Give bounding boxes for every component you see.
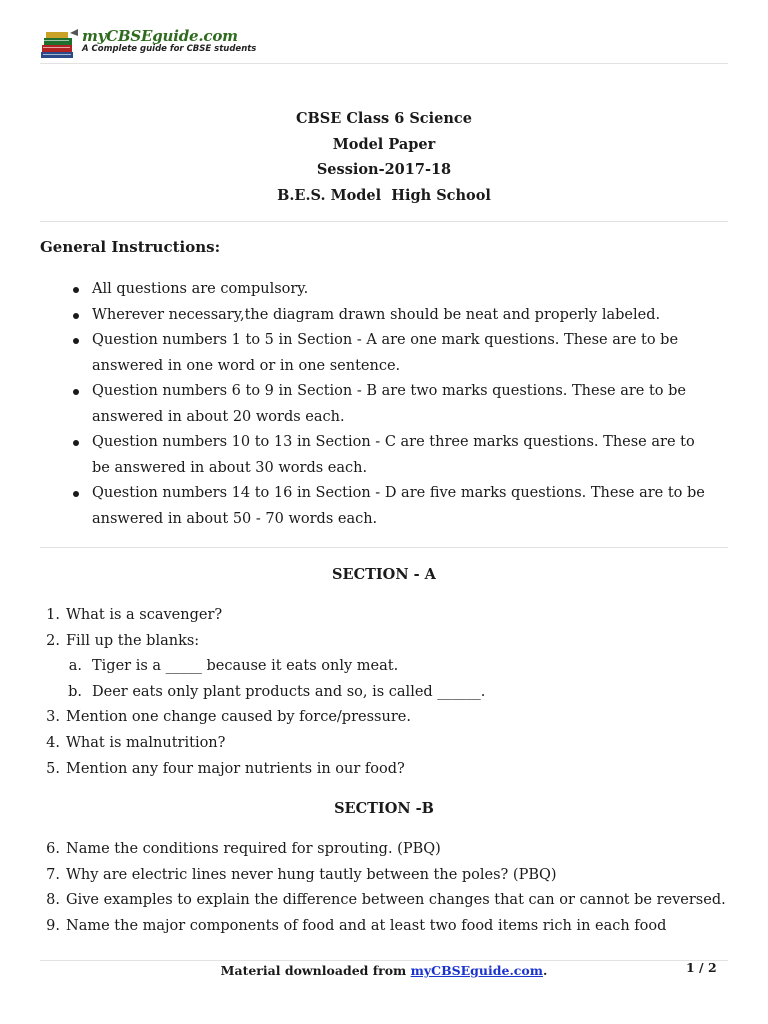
footer-prefix: Material downloaded from [220, 963, 411, 978]
footer-suffix: . [542, 963, 548, 978]
question-number: 1. [46, 607, 60, 623]
question-number: 8. [46, 892, 60, 909]
sub-question-text: Deer eats only plant products and so, is called ______. [92, 683, 486, 700]
sub-question-item [40, 654, 740, 680]
question-text: Mention one change caused by force/pressure. [66, 709, 411, 726]
question-item [40, 757, 740, 783]
question-number: 6. [46, 841, 60, 857]
question-item [40, 914, 740, 940]
instructions-list [40, 277, 712, 532]
question-text: Fill up the blanks: [66, 632, 200, 649]
sub-question-letter: a. [68, 658, 82, 675]
site-logo[interactable] [40, 27, 260, 61]
header-divider [40, 63, 728, 64]
section-a-questions [40, 603, 740, 782]
question-text: What is malnutrition? [66, 734, 226, 751]
title-line-2: Model Paper [332, 135, 436, 153]
sub-question-letter: b. [68, 683, 82, 700]
question-item [40, 603, 740, 629]
question-text: What is a scavenger? [66, 607, 223, 623]
question-number: 5. [46, 760, 60, 777]
instruction-item: Question numbers 6 to 9 in Section - B are two marks questions. These are to be answered in about 20 words each. [40, 379, 712, 430]
instruction-item: Question numbers 10 to 13 in Section - C are three marks questions. These are to be answered in about 30 words each. [40, 430, 712, 481]
question-item [40, 705, 740, 731]
logo-tagline: A Complete guide for CBSE students [82, 44, 257, 54]
instruction-item: Wherever necessary,the diagram drawn should be neat and properly labeled. [40, 303, 712, 329]
question-item [40, 837, 740, 863]
footer-note [0, 963, 768, 978]
sub-question-text: Tiger is a _____ because it eats only meat. [92, 658, 399, 675]
instruction-item: All questions are compulsory. [40, 277, 712, 303]
title-line-3: Session-2017-18 [316, 161, 452, 178]
question-number: 7. [46, 866, 60, 883]
question-text: Mention any four major nutrients in our food? [66, 760, 405, 777]
page-number: 1 / 2 [686, 960, 717, 975]
question-text: Name the major components of food and at least two food items rich in each food [66, 917, 667, 934]
instruction-item: Question numbers 14 to 16 in Section - D are five marks questions. These are to be answered in about 50 - 70 words each. [40, 481, 712, 532]
title-divider [40, 221, 728, 222]
question-number: 2. [46, 632, 60, 649]
instructions-divider [40, 547, 728, 548]
title-line-4: B.E.S. Model High School [277, 186, 491, 204]
question-item [40, 731, 740, 757]
question-text: Give examples to explain the difference between changes that can or cannot be reversed. [66, 892, 726, 909]
section-a-heading: SECTION - A [332, 566, 436, 583]
question-number: 3. [46, 709, 60, 726]
question-number: 9. [46, 917, 60, 934]
question-number: 4. [46, 734, 60, 751]
footer-link[interactable]: myCBSEguide.com [410, 963, 543, 978]
instruction-item: Question numbers 1 to 5 in Section - A are one mark questions. These are to be answered in one word or in one sentence. [40, 328, 712, 379]
question-item [40, 863, 740, 889]
question-text: Why are electric lines never hung tautly between the poles? (PBQ) [66, 866, 557, 883]
question-text: Name the conditions required for sprouting. (PBQ) [66, 841, 441, 857]
question-item [40, 629, 740, 655]
question-item [40, 888, 740, 914]
footer-divider [40, 960, 728, 961]
instructions-heading: General Instructions: [40, 238, 221, 256]
books-logo-icon [40, 27, 80, 61]
sub-question-item [40, 680, 740, 706]
title-line-1: CBSE Class 6 Science [296, 110, 472, 127]
section-b-heading: SECTION -B [334, 800, 434, 817]
section-b-questions [40, 837, 740, 939]
paper-title [0, 106, 768, 208]
logo-text: myCBSEguide.com [82, 27, 238, 45]
